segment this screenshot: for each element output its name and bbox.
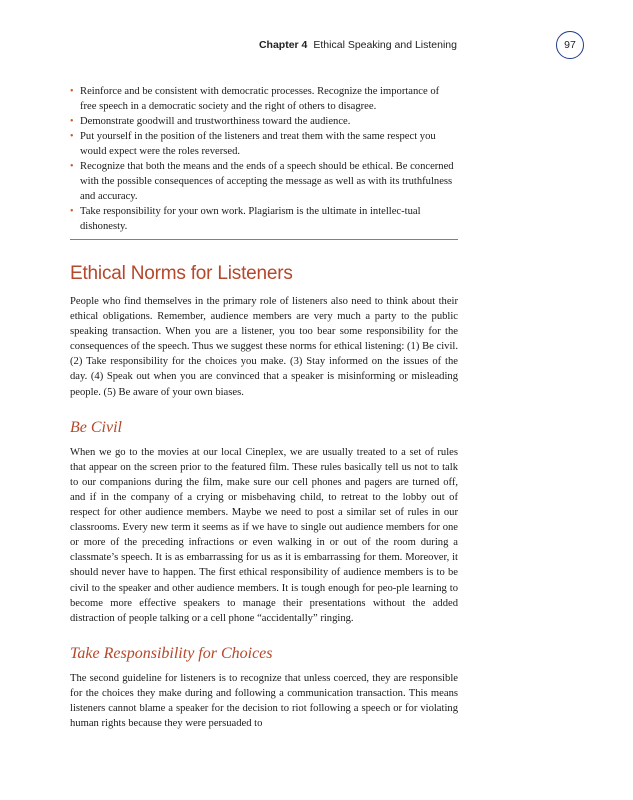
list-item: • Reinforce and be consistent with democratic processes. Recognize the importance of free speech in a democratic society and the right of others to disagree. [70,86,440,112]
bullet-icon: • [70,206,74,217]
page-number: 97 [556,31,584,59]
bullet-list [70,84,458,234]
section-divider [70,239,458,240]
list-item: • Put yourself in the position of the listeners and treat them with the same respect you would expect were the roles reversed. [70,131,436,157]
chapter-label: Chapter 4 [258,39,308,51]
chapter-heading [259,39,457,51]
bullet-icon: • [70,131,74,142]
list-item: • Take responsibility for your own work. Plagiarism is the ultimate in intellec-tual dishonesty. [70,206,421,232]
bullet-icon: • [70,161,74,172]
section-heading: Ethical Norms for Listeners [70,263,293,284]
section-paragraph: People who find themselves in the primary role of listeners also need to think about their ethical obligations. Remember, audience members are very much a party to the public speaking transaction. When you are a listener, you too bear some responsibility for the consequences of the speech. Thus we suggest these norms for ethical listening: (1) Be civil. (2) Take responsibility for the choices you make. (3) Stay informed on the issues of the day. (4) Speak out when you are convinced that a speaker is misinforming or misleading people. (5) Be aware of your own biases. [70,296,458,398]
bullet-icon: • [70,116,74,127]
list-item: • Demonstrate goodwill and trustworthiness toward the audience. [70,116,351,127]
page-content [70,84,458,731]
list-item: • Recognize that both the means and the ends of a speech should be ethical. Be concerned with the possible consequences of accepting the message as well as with its truthfulness and accuracy. [70,161,454,202]
running-header [0,36,633,56]
take-responsibility-paragraph: The second guideline for listeners is to recognize that unless coerced, they are responsible for the choices they make during and following a communication transaction. This means listeners cannot blame a speaker for the decision to riot following a speech or for violating human rights because they were persuaded to [70,672,458,730]
be-civil-paragraph: When we go to the movies at our local Cineplex, we are usually treated to a set of rules that appear on the screen prior to the featured film. These rules basically tell us not to talk to our companions during the film, make sure our cell phones and pagers are turned off, and if in the company of a crying or misbehaving child, to retreat to the lobby out of respect for other audience members. Maybe we need to post a similar set of rules in our classrooms. Every new term it seems as if we have to single out audience members for one or more of the preceding infractions or even walking in or out of the room during a classmate’s speech. It is as embarrassing for us as it is embarrassing for them. Moreover, it should never have to happen. The first ethical responsibility of audience members is to be civil to the speaker and other audience members. It is tough enough for peo-ple learning to become more effective speakers to manage their presentations without the added distraction of people talking or a cell phone “accidentally” ringing. [70,446,458,624]
subheading-be-civil: Be Civil [70,418,122,436]
subheading-take-responsibility: Take Responsibility for Choices [70,644,273,662]
bullet-icon: • [70,86,74,97]
chapter-title: Ethical Speaking and Listening [313,39,457,51]
